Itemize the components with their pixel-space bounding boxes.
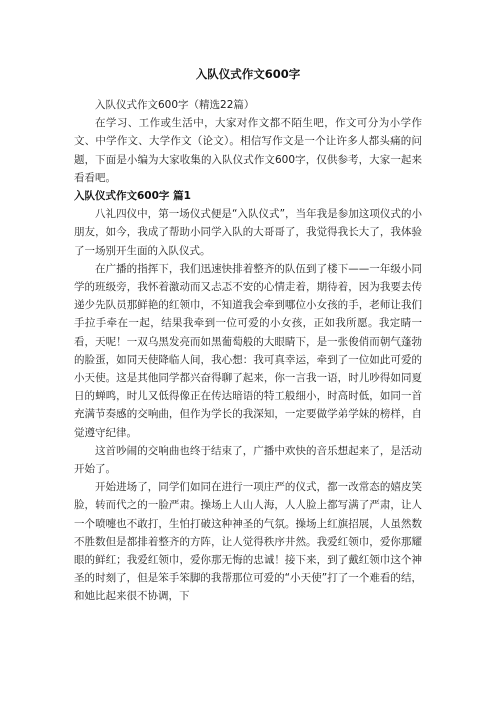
section-heading: 入队仪式作文600字 篇1 (74, 190, 191, 203)
body-paragraph: 八礼四仪中，第一场仪式便是“入队仪式”，当年我是参加这项仪式的小朋友，如今，我成了帮助小同学入队的大哥哥了，我觉得我长大了，我体验了一场别开生面的入队仪式。 (74, 208, 422, 257)
document-title: 入队仪式作文600字 (195, 67, 301, 81)
body-paragraph: 在广播的指挥下，我们迅速快排着整齐的队伍到了楼下——一年级小同学的班级旁，我怀着激动而又忐忑不安的心情走着，期待着，因为我要去传递少先队员那鲜艳的红领巾，不知道我会牵到哪位小女孩的手，老师让我们手拉手牵在一起，结果我牵到一位可爱的小女孩，正如我所愿。我定睛一看，天呢！一双乌黑发亮而如黑葡萄般的大眼睛下，是一张俊俏而朝气蓬勃的脸蛋，如同天使降临人间，我心想：我可真幸运，牵到了一位如此可爱的小天使。这是其他同学都兴奋得聊了起来，你一言我一语，时儿吵得如同夏日的蝉鸣，时儿又低得像正在传达暗语的特工般细小，时高时低，如同一首充满节奏感的交响曲，但作为学长的我深知，一定要做学弟学妹的榜样，自觉遵守纪律。 (74, 262, 422, 439)
body-paragraph: 这首吵闹的交响曲也终于结束了，广播中欢快的音乐想起来了，是活动开始了。 (74, 444, 422, 476)
body-paragraph: 开始进场了，同学们如同在进行一项庄严的仪式，都一改常态的嬉皮笑脸，转而代之的一脸严肃。操场上人山人海，人人脸上都写满了严肃，让人一个喷嚏也不敢打，生怕打破这种神圣的气氛。操场上红旗招展，人虽然数不胜数但是都排着整齐的方阵，让人觉得秩序井然。我爱红领巾，爱你那耀眼的鲜红；我爱红领巾，爱你那无悔的忠诚！接下来，到了戴红领巾这个神圣的时刻了，但是笨手笨脚的我帮那位可爱的“小天使”打了一个难看的结，和她比起来很不协调，下 (74, 481, 422, 603)
intro-paragraph: 在学习、工作或生活中，大家对作文都不陌生吧，作文可分为小学作文、中学作文、大学作文（论文）。相信写作文是一个让许多人都头痛的问题，下面是小编为大家收集的入队仪式作文600字，仅供参考，大家一起来看看吧。 (74, 117, 422, 184)
intro-subtitle: 入队仪式作文600字（精选22篇） (95, 99, 255, 111)
